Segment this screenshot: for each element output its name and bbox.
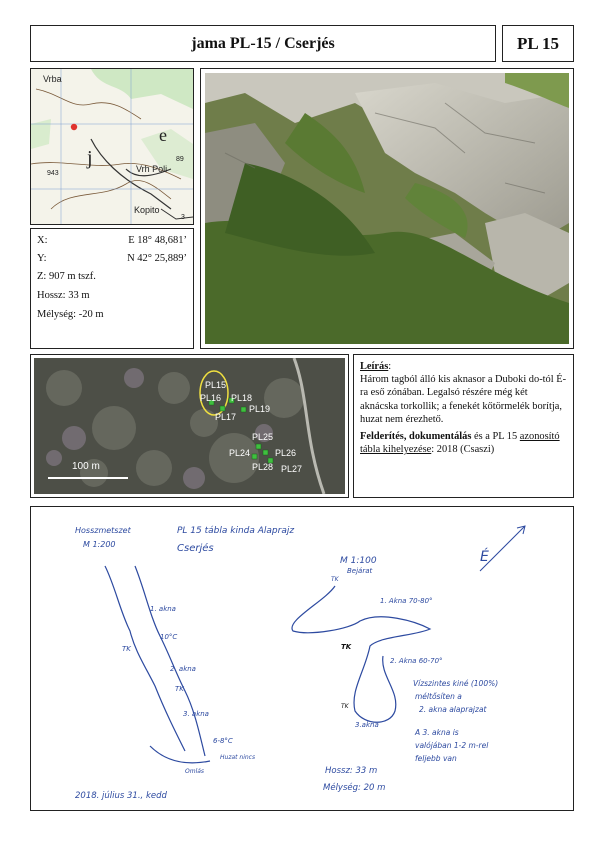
plan-label-tk-2: TK	[341, 643, 352, 651]
x-coordinate: X: E 18° 48,681’	[37, 235, 187, 246]
sat-label-pl18: PL18	[231, 393, 253, 403]
cave-info	[30, 228, 194, 349]
plan-label-akna-1: 1. Akna 70-80°	[380, 597, 433, 605]
sat-label-pl16: PL16	[200, 393, 222, 403]
sketch-subtitle: Cserjés	[177, 543, 214, 554]
section-label-temp-2: 6-8°C	[213, 737, 233, 745]
description-heading: Leírás:	[360, 361, 392, 372]
note-line-3: 2. akna alaprajzat	[419, 705, 487, 714]
sat-label-pl15: PL15	[205, 380, 227, 390]
pl26-marker	[263, 450, 268, 455]
entrance-photo	[200, 68, 574, 349]
section-label-akna-1: 1. akna	[150, 605, 176, 613]
section-label-tk-1: TK	[122, 645, 131, 653]
note-line-5: valójában 1-2 m-rel	[415, 741, 489, 750]
sketch-left-scale: M 1:200	[83, 540, 116, 549]
sketch-image	[35, 511, 569, 806]
section-label-tk-2: TK	[175, 685, 184, 693]
description-panel	[353, 354, 574, 498]
map-label-943: 943	[47, 170, 59, 177]
topographic-map	[30, 68, 194, 225]
depth-note: Mélység: 20 m	[323, 783, 386, 793]
sat-label-pl24: PL24	[229, 448, 251, 458]
section-label-akna-2: 2. akna	[170, 665, 196, 673]
pl17-marker	[220, 406, 225, 411]
sketch-left-title: Hosszmetszet	[75, 526, 131, 535]
topo-map-image	[31, 69, 193, 224]
section-label-akna-3: 3. akna	[183, 710, 209, 718]
section-label-draught: Huzat nincs	[220, 754, 256, 761]
cave-depth: Mélység: -20 m	[37, 309, 104, 320]
satellite-map	[30, 354, 349, 498]
sat-label-pl25: PL25	[252, 432, 274, 442]
pl19-marker	[241, 407, 246, 412]
date-note: 2018. július 31., kedd	[75, 791, 167, 801]
map-label-kopito: Kopito	[134, 205, 160, 215]
sat-label-pl19: PL19	[249, 404, 271, 414]
note-line-2: méltősíten a	[415, 692, 462, 701]
section-label-temp-1: 10°C	[160, 633, 178, 641]
pl24-marker	[252, 454, 257, 459]
sat-label-pl26: PL26	[275, 448, 297, 458]
title-text: jama PL-15 / Cserjés	[191, 34, 335, 52]
cave-location-marker	[71, 124, 77, 130]
cave-sketch	[30, 506, 574, 811]
length-note: Hossz: 33 m	[325, 766, 378, 776]
sat-label-pl27: PL27	[281, 464, 303, 474]
plan-label-tk-1: TK	[331, 576, 339, 583]
sketch-direction: É	[480, 549, 489, 565]
y-coordinate: Y: N 42° 25,889’	[37, 253, 187, 264]
cave-code	[502, 25, 574, 62]
note-line-4: A 3. akna is	[415, 728, 459, 737]
plan-label-tk-3: TK	[341, 703, 349, 710]
cave-code-text: PL 15	[516, 33, 560, 53]
description-text: Három tagból álló kis aknasor a Duboki do-tól É-ra eső zónában. Legalsó részére még két aknácska torkollik; a fenekét kőtörmelék borítja, huzat nem érezhető.	[360, 374, 567, 425]
discovery-text: Felderítés, dokumentálás és a PL 15 azonosító tábla kihelyezése: 2018 (Csaszi)	[360, 431, 560, 456]
scale-bar-label: 100 m	[72, 461, 100, 472]
map-label-89: 89	[176, 156, 184, 163]
altitude: Z: 907 m tszf.	[37, 271, 96, 282]
note-line-1: Vízszintes kiné (100%)	[413, 679, 499, 688]
map-label-e: e	[159, 125, 167, 145]
sat-label-pl28: PL28	[252, 462, 274, 472]
sat-label-pl17: PL17	[215, 412, 237, 422]
sketch-right-scale: M 1:100	[340, 556, 377, 566]
cave-length: Hossz: 33 m	[37, 290, 90, 301]
plan-label-akna-2: 2. Akna 60-70°	[390, 657, 443, 665]
plan-label-akna-3: 3.akna	[355, 721, 379, 729]
map-label-vrh-poli: Vrh Poli	[136, 164, 168, 174]
plan-label-entrance: Bejárat	[347, 567, 373, 575]
sketch-top-title: PL 15 tábla kinda Alaprajz	[177, 526, 295, 536]
page-title	[30, 25, 496, 62]
map-label-j: j	[87, 147, 93, 169]
karst-photo-image	[205, 73, 569, 344]
pl25-marker	[256, 444, 261, 449]
satellite-image	[34, 358, 345, 494]
map-label-vrba: Vrba	[43, 74, 62, 84]
map-label-3: 3	[181, 214, 185, 221]
note-line-6: feljebb van	[415, 754, 457, 763]
section-label-collapse: Omlás	[185, 768, 205, 775]
